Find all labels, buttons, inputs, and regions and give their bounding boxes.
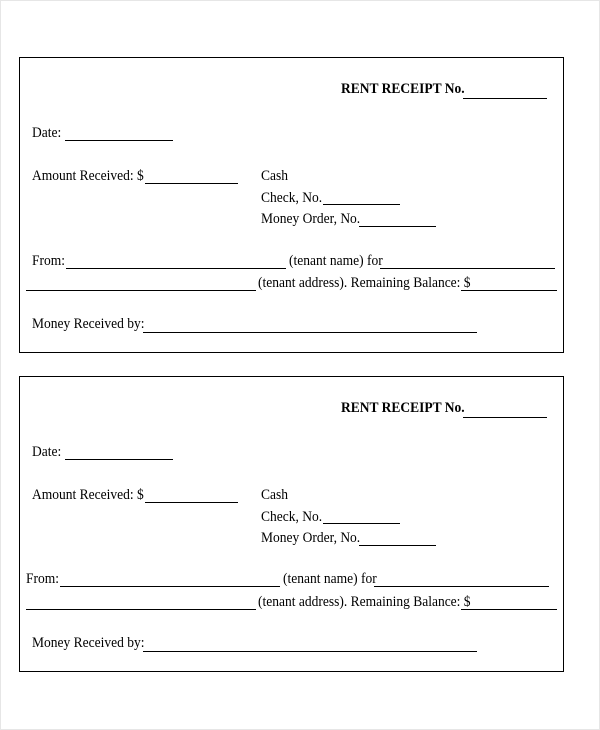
date-label: Date: (32, 125, 62, 141)
receipt-title: RENT RECEIPT No. (341, 400, 465, 416)
rent-period-field[interactable] (380, 268, 555, 269)
payment-cash-label: Cash (261, 168, 288, 184)
from-label: From: (32, 253, 66, 269)
receipt-number-field[interactable] (463, 98, 547, 99)
tenant-name-label: (tenant name) for (289, 253, 383, 269)
date-field[interactable] (65, 140, 173, 141)
check-number-field[interactable] (323, 523, 400, 524)
amount-received-label: Amount Received: $ (32, 487, 144, 503)
amount-field[interactable] (145, 502, 238, 503)
receipt-number-field[interactable] (463, 417, 547, 418)
check-number-field[interactable] (323, 204, 400, 205)
payment-money-order-label: Money Order, No. (261, 211, 361, 227)
payment-check-label: Check, No. (261, 190, 323, 206)
tenant-address-field[interactable] (26, 609, 256, 610)
tenant-name-field[interactable] (66, 268, 286, 269)
remaining-balance-field[interactable] (461, 609, 557, 610)
rent-receipt-2 (19, 376, 564, 672)
amount-field[interactable] (145, 183, 238, 184)
date-label: Date: (32, 444, 62, 460)
rent-receipt-1 (19, 57, 564, 353)
tenant-address-label: (tenant address). Remaining Balance: $ (258, 594, 471, 610)
money-received-by-label: Money Received by: (32, 635, 145, 651)
payment-cash-label: Cash (261, 487, 288, 503)
from-label: From: (26, 571, 60, 587)
remaining-balance-field[interactable] (461, 290, 557, 291)
money-received-by-field[interactable] (143, 332, 477, 333)
tenant-name-label: (tenant name) for (283, 571, 377, 587)
payment-check-label: Check, No. (261, 509, 323, 525)
tenant-address-label: (tenant address). Remaining Balance: $ (258, 275, 471, 291)
tenant-address-field[interactable] (26, 290, 256, 291)
money-order-number-field[interactable] (359, 545, 436, 546)
receipt-title: RENT RECEIPT No. (341, 81, 465, 97)
money-received-by-field[interactable] (143, 651, 477, 652)
tenant-name-field[interactable] (60, 586, 280, 587)
amount-received-label: Amount Received: $ (32, 168, 144, 184)
money-received-by-label: Money Received by: (32, 316, 145, 332)
rent-period-field[interactable] (374, 586, 549, 587)
date-field[interactable] (65, 459, 173, 460)
payment-money-order-label: Money Order, No. (261, 530, 361, 546)
money-order-number-field[interactable] (359, 226, 436, 227)
